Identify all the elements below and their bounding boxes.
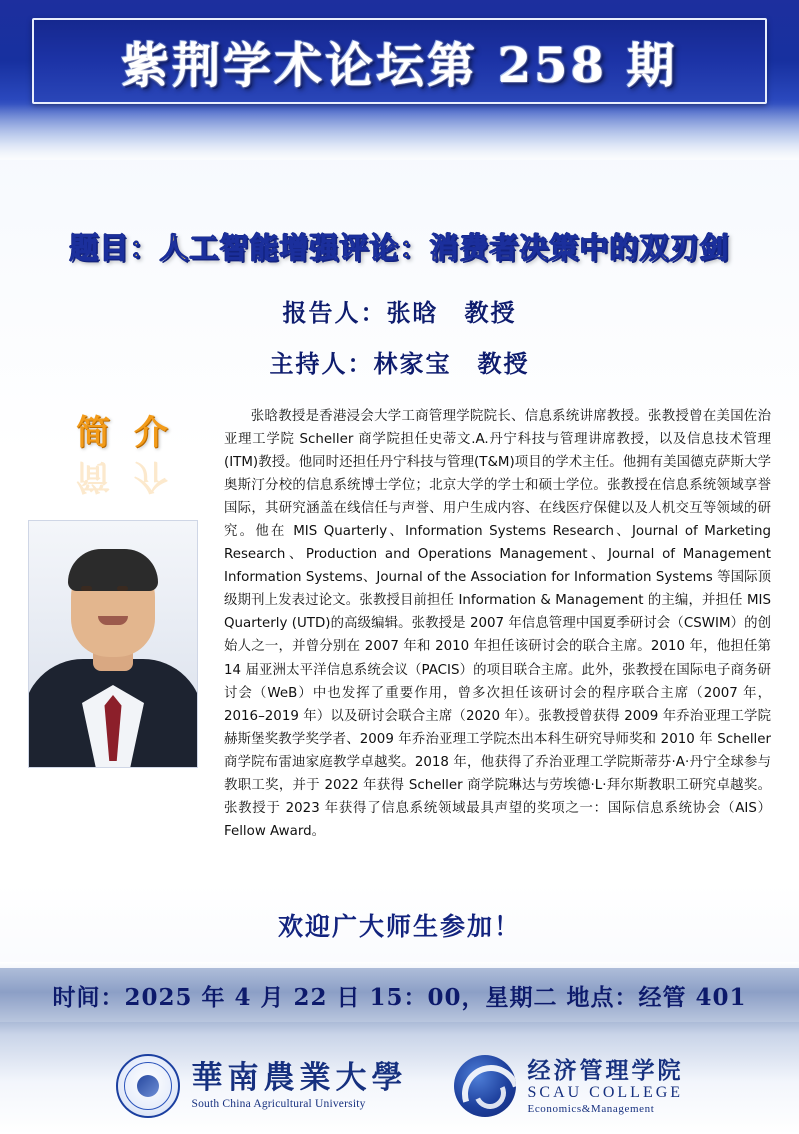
event-info: 时间：2025 年 4 月 22 日 15：00，星期二 地点：经管 401 (52, 983, 747, 1011)
talk-title: 题目：人工智能增强评论：消费者决策中的双刃剑 (69, 231, 730, 265)
university-name-cn: 華南農業大學 (191, 1059, 408, 1096)
speaker-line: 报告人：张晗 教授 (282, 298, 517, 327)
college-swirl-icon (454, 1055, 516, 1117)
college-name-cn: 经济管理学院 (527, 1056, 684, 1084)
bio-area (0, 405, 799, 885)
bio-label: 简 介 (76, 413, 174, 453)
university-crest-icon (116, 1054, 180, 1118)
poster-header (0, 0, 799, 160)
college-name-en-secondary: Economics&Management (527, 1102, 655, 1115)
header-gloss (0, 104, 799, 160)
poster-footer (0, 962, 799, 1134)
welcome-line: 欢迎广大师生参加！ (277, 912, 521, 941)
college-name-en-primary: SCAU COLLEGE (527, 1083, 684, 1101)
college-logo-group (454, 1055, 684, 1117)
portrait-eye-left (81, 586, 92, 591)
portrait-hair (68, 549, 158, 591)
logo-row (0, 1054, 799, 1118)
university-logo-group (116, 1054, 408, 1118)
portrait-mouth (98, 616, 128, 625)
talk-title-wrap (0, 226, 799, 267)
university-text (192, 1061, 408, 1112)
host-line: 主持人：林家宝 教授 (269, 349, 530, 378)
speaker-portrait (28, 520, 198, 768)
portrait-eye-right (117, 586, 128, 591)
bio-left-column (28, 405, 216, 768)
banner-title: 紫荆学术论坛第 258 期 (121, 37, 678, 94)
bio-text: 张晗教授是香港浸会大学工商管理学院院长、信息系统讲席教授。张教授曾在美国佐治亚理工学院 Scheller 商学院担任史蒂文.A.丹宁科技与管理讲席教授，以及信息技术管理(ITM)教授。他同时还担任丹宁科技与管理(T&M)项目的学术主任。他拥有美国德克萨斯大学奥斯汀分校的信息系统博士学位；北京大学的学士和硕士学位。张教授在信息系统领域享誉国际，其研究涵盖在线信任与声誉、用户生成内容、在线医疗保健以及人机交互等领域的研究。他在 MIS Quarterly、Information Systems Research、Journal of Marketing Research、Production and Operations Management、Journal of Management Information Systems、Journal of the Association for Information Systems 等国际顶级期刊上发表过论文。张教授目前担任 Information & Management 的主编，并担任 MIS Quarterly (UTD)的高级编辑。张教授是 2007 年信息管理中国夏季研讨会（CSWIM）的创始人之一，并曾分别在 2007 年和 2010 年担任该研讨会的联合主席。2010 年，他担任第 14 届亚洲太平洋信息系统会议（PACIS）的项目联合主席。此外，张教授在国际电子商务研讨会（WeB）中也发挥了重要作用，曾多次担任该研讨会的程序联合主席（2007 年，2016–2019 年）以及研讨会联合主席（2020 年）。张教授曾获得 2009 年乔治亚理工学院赫斯堡奖教学奖学者、2009 年乔治亚理工学院杰出本科生研究导师奖和 2010 年 Scheller 商学院布雷迪家庭教学卓越奖。2018 年，他获得了乔治亚理工学院斯蒂芬·A·丹宁全球参与教职工奖，并于 2022 年获得 Scheller 商学院琳达与劳埃德·L·拜尔斯教职工研究卓越奖。张教授于 2023 年获得了信息系统领域最具声望的奖项之一：国际信息系统协会（AIS）Fellow Award。 (224, 409, 771, 839)
header-title-plate (32, 18, 767, 104)
university-name-en: South China Agricultural University (191, 1098, 366, 1111)
college-text (528, 1057, 684, 1116)
crest-core-icon (137, 1075, 159, 1097)
bio-label-reflection: 简 介 (76, 456, 174, 496)
footer-info-bar (0, 968, 799, 1022)
